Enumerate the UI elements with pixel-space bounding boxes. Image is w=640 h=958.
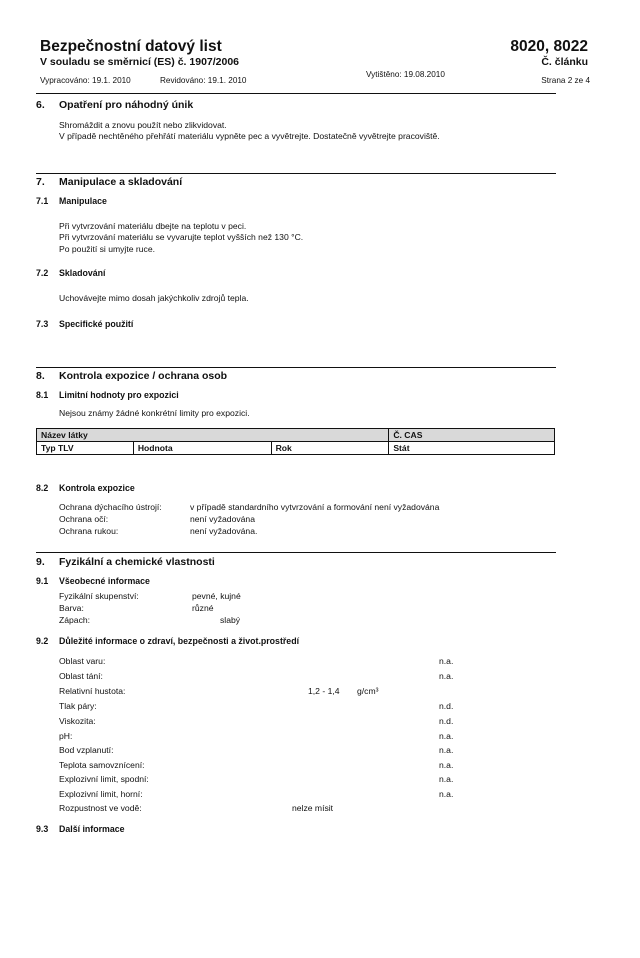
section-8-2-title: Kontrola expozice bbox=[59, 483, 135, 493]
autoignition-value: n.a. bbox=[439, 760, 454, 770]
prepared-date: Vypracováno: 19.1. 2010 bbox=[40, 76, 131, 85]
substance-name-header: Název látky bbox=[37, 429, 389, 442]
section-8-2-number: 8.2 bbox=[36, 483, 49, 493]
hand-protection-value: není vyžadována. bbox=[190, 526, 258, 536]
color-label: Barva: bbox=[59, 603, 84, 613]
section-6-number: 6. bbox=[36, 99, 45, 111]
section-8-1-title: Limitní hodnoty pro expozici bbox=[59, 390, 179, 400]
relative-density-label: Relativní hustota: bbox=[59, 686, 126, 696]
section-6-title: Opatření pro náhodný únik bbox=[59, 99, 194, 111]
section-6-text-2: V případě nechtěného přehřátí materiálu vypněte pec a vyvětrejte. Dostatečně vyvětrejte pracoviště. bbox=[59, 131, 440, 141]
melting-range-value: n.a. bbox=[439, 671, 454, 681]
physical-state-label: Fyzikální skupenství: bbox=[59, 591, 139, 601]
section-9-number: 9. bbox=[36, 556, 45, 568]
relative-density-unit: g/cm³ bbox=[357, 686, 379, 696]
water-solubility-label: Rozpustnost ve vodě: bbox=[59, 803, 142, 813]
section-8-rule bbox=[36, 367, 556, 368]
boiling-range-value: n.a. bbox=[439, 656, 454, 666]
section-9-2-number: 9.2 bbox=[36, 636, 49, 646]
explosive-limit-lower-value: n.a. bbox=[439, 774, 454, 784]
section-7-1-text-3: Po použití si umyjte ruce. bbox=[59, 244, 156, 254]
article-label: Č. článku bbox=[541, 56, 588, 68]
odor-value: slabý bbox=[220, 615, 241, 625]
section-8-1-text: Nejsou známy žádné konkrétní limity pro expozici. bbox=[59, 408, 250, 418]
page-number: Strana 2 ze 4 bbox=[541, 76, 590, 85]
boiling-range-label: Oblast varu: bbox=[59, 656, 106, 666]
exposure-limits-table bbox=[36, 428, 555, 455]
eye-protection-label: Ochrana očí: bbox=[59, 514, 109, 524]
color-value: různé bbox=[192, 603, 214, 613]
physical-state-value: pevné, kujné bbox=[192, 591, 241, 601]
state-header: Stát bbox=[389, 442, 555, 455]
section-9-title: Fyzikální a chemické vlastnosti bbox=[59, 556, 215, 568]
section-8-number: 8. bbox=[36, 370, 45, 382]
melting-range-label: Oblast tání: bbox=[59, 671, 103, 681]
article-numbers: 8020, 8022 bbox=[510, 38, 588, 55]
viscosity-label: Viskozita: bbox=[59, 716, 96, 726]
vapor-pressure-value: n.d. bbox=[439, 701, 454, 711]
cas-header: Č. CAS bbox=[389, 429, 555, 442]
vapor-pressure-label: Tlak páry: bbox=[59, 701, 97, 711]
ph-label: pH: bbox=[59, 731, 73, 741]
section-7-2-text: Uchovávejte mimo dosah jakýchkoliv zdrojů tepla. bbox=[59, 293, 249, 303]
ph-value: n.a. bbox=[439, 731, 454, 741]
section-7-1-text-1: Při vytvrzování materiálu dbejte na teplotu v peci. bbox=[59, 221, 247, 231]
value-header: Hodnota bbox=[133, 442, 271, 455]
document-title: Bezpečnostní datový list bbox=[40, 38, 222, 55]
respiratory-protection-label: Ochrana dýchacího ústrojí: bbox=[59, 502, 162, 512]
section-7-rule bbox=[36, 173, 556, 174]
explosive-limit-lower-label: Explozivní limit, spodní: bbox=[59, 774, 149, 784]
section-8-title: Kontrola expozice / ochrana osob bbox=[59, 370, 228, 382]
table-header-row bbox=[37, 429, 555, 442]
header-rule bbox=[36, 93, 556, 94]
relative-density-value: 1,2 - 1,4 bbox=[308, 686, 340, 696]
section-9-rule bbox=[36, 552, 556, 553]
water-solubility-value: nelze mísit bbox=[292, 803, 334, 813]
flash-point-label: Bod vzplanutí: bbox=[59, 745, 114, 755]
section-7-1-title: Manipulace bbox=[59, 196, 107, 206]
section-7-2-title: Skladování bbox=[59, 268, 106, 278]
eye-protection-value: není vyžadována bbox=[190, 514, 255, 524]
table-row bbox=[37, 442, 555, 455]
section-9-1-title: Všeobecné informace bbox=[59, 576, 150, 586]
hand-protection-label: Ochrana rukou: bbox=[59, 526, 119, 536]
section-6-text-1: Shromáždit a znovu použít nebo zlikvidovat. bbox=[59, 120, 227, 130]
respiratory-protection-value: v případě standardního vytvrzování a formování není vyžadována bbox=[190, 502, 440, 512]
printed-date: Vytištěno: 19.08.2010 bbox=[366, 70, 445, 79]
section-7-title: Manipulace a skladování bbox=[59, 176, 183, 188]
explosive-limit-upper-label: Explozivní limit, horní: bbox=[59, 789, 143, 799]
section-9-1-number: 9.1 bbox=[36, 576, 49, 586]
section-7-2-number: 7.2 bbox=[36, 268, 49, 278]
section-7-number: 7. bbox=[36, 176, 45, 188]
section-7-1-number: 7.1 bbox=[36, 196, 49, 206]
section-8-1-number: 8.1 bbox=[36, 390, 49, 400]
revised-date: Revidováno: 19.1. 2010 bbox=[160, 76, 247, 85]
document-subtitle: V souladu se směrnicí (ES) č. 1907/2006 bbox=[40, 56, 240, 68]
section-9-3-title: Další informace bbox=[59, 824, 125, 834]
section-7-1-text-2: Při vytvrzování materiálu se vyvarujte teplot vyšších než 130 °C. bbox=[59, 232, 304, 242]
odor-label: Zápach: bbox=[59, 615, 91, 625]
tlv-type-header: Typ TLV bbox=[37, 442, 134, 455]
section-9-3-number: 9.3 bbox=[36, 824, 49, 834]
viscosity-value: n.d. bbox=[439, 716, 454, 726]
section-9-2-title: Důležité informace o zdraví, bezpečnosti a život.prostředí bbox=[59, 636, 300, 646]
autoignition-label: Teplota samovznícení: bbox=[59, 760, 145, 770]
year-header: Rok bbox=[271, 442, 389, 455]
section-7-3-number: 7.3 bbox=[36, 319, 49, 329]
flash-point-value: n.a. bbox=[439, 745, 454, 755]
explosive-limit-upper-value: n.a. bbox=[439, 789, 454, 799]
section-7-3-title: Specifické použití bbox=[59, 319, 134, 329]
